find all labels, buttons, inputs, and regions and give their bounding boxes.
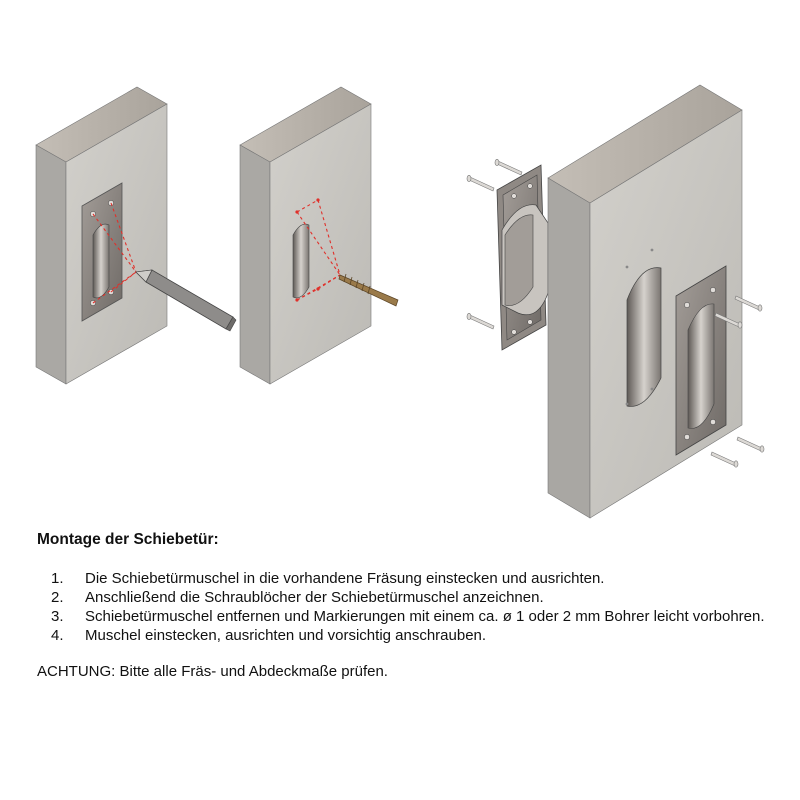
step-text: Muschel einstecken, ausrichten und vorsichtig anschrauben. <box>85 627 487 644</box>
instructions-heading: Montage der Schiebetür: <box>37 531 219 548</box>
panel-2-side <box>240 145 270 384</box>
panel-step-1 <box>36 87 236 384</box>
routed-recess-4 <box>627 268 661 407</box>
step-number: 2. <box>51 589 64 606</box>
instruction-step <box>37 569 777 588</box>
panel-step-4 <box>467 85 764 518</box>
instruction-steps <box>37 569 777 645</box>
door-shell-pocket-1 <box>93 224 109 298</box>
step-text: Die Schiebetürmuschel in die vorhandene Fräsung einstecken und ausrichten. <box>85 570 605 587</box>
step-text: Anschließend die Schraublöcher der Schiebetürmuschel anzeichnen. <box>85 589 544 606</box>
instruction-step <box>37 626 777 645</box>
door-shell-exploded <box>497 165 548 350</box>
step-text: Schiebetürmuschel entfernen und Markierungen mit einem ca. ø 1 oder 2 mm Bohrer leicht vorbohren. <box>85 608 765 625</box>
panel-step-2 <box>240 87 398 384</box>
step-number: 1. <box>51 570 64 587</box>
warning-note: ACHTUNG: Bitte alle Fräs- und Abdeckmaße prüfen. <box>37 663 388 680</box>
instructions <box>37 531 777 680</box>
step-number: 4. <box>51 627 64 644</box>
instruction-step <box>37 588 777 607</box>
door-shell-mounted <box>676 266 726 455</box>
panel-4-side <box>548 178 590 518</box>
panel-1-side <box>36 145 66 384</box>
routed-recess-2 <box>293 224 309 298</box>
instruction-step <box>37 607 777 626</box>
step-number: 3. <box>51 608 64 625</box>
